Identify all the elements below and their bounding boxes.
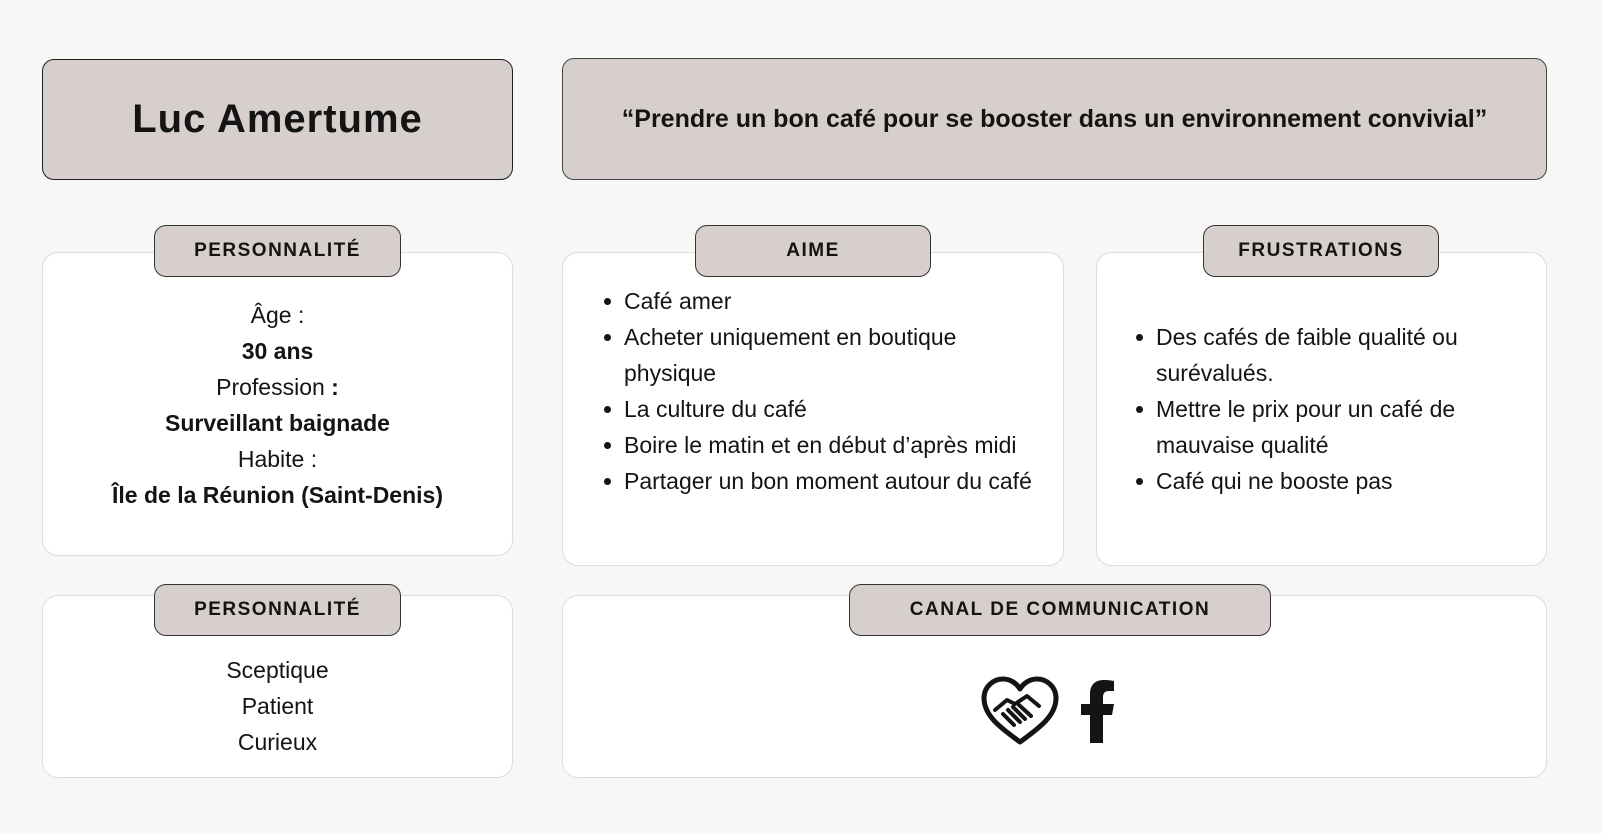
trait: Patient [241,693,314,719]
profession-line [43,369,512,405]
frustrations-list [1136,319,1526,499]
list-item: Des cafés de faible qualité ou surévalués. [1136,319,1516,391]
tab-frustrations: FRUSTRATIONS [1203,225,1439,277]
home-value: Île de la Réunion (Saint-Denis) [112,482,443,508]
persona-name-box [42,59,513,180]
personality-traits [43,652,512,760]
list-item: Boire le matin et en début d’après midi [604,427,1064,463]
profile-details [43,297,512,513]
tab-personality: PERSONNALITÉ [154,584,401,636]
tab-likes: AIME [695,225,931,277]
likes-card [562,252,1064,566]
profession-colon: : [324,374,339,400]
profession-label: Profession [216,374,325,400]
profession-value: Surveillant baignade [165,410,390,436]
age-value: 30 ans [241,338,314,364]
likes-list [604,283,1064,499]
trait: Sceptique [226,657,329,683]
profile-card [42,252,513,556]
facebook-icon [1081,679,1115,748]
frustrations-card [1096,252,1547,566]
persona-name: Luc Amertume [132,97,423,141]
tab-channels: CANAL DE COMMUNICATION [849,584,1271,636]
list-item: Acheter uniquement en boutique physique [604,319,1014,391]
home-label: Habite : [237,446,318,472]
list-item: Partager un bon moment autour du café [604,463,1034,499]
list-item: Café qui ne booste pas [1136,463,1526,499]
persona-quote: “Prendre un bon café pour se booster dans un environnement convivial” [621,104,1488,133]
tab-profile: PERSONNALITÉ [154,225,401,277]
list-item: Café amer [604,283,1064,319]
age-label: Âge : [250,302,305,328]
list-item: Mettre le prix pour un café de mauvaise qualité [1136,391,1516,463]
trait: Curieux [237,729,318,755]
list-item: La culture du café [604,391,1064,427]
handshake-heart-icon [981,676,1059,751]
channel-icons [981,676,1115,751]
persona-quote-box [562,58,1547,180]
